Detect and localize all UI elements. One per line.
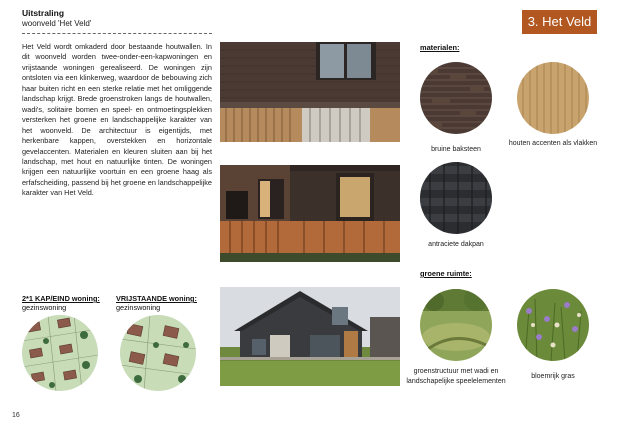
section-subheading: woonveld 'Het Veld' <box>22 19 92 28</box>
wood-caption: houten accenten als vlakken <box>508 140 598 147</box>
section-heading: Uitstraling <box>22 8 65 18</box>
wadi-caption: groenstructuur met wadi en landschapelijke speelelementen <box>406 368 506 385</box>
semi-detached-label: 2*1 KAP/EIND woning: <box>22 294 100 303</box>
facade-photo-brick-wood <box>220 42 400 142</box>
brown-brick-texture-icon <box>420 62 492 134</box>
anthracite-roof-tile-texture-icon <box>420 162 492 234</box>
green-space-label: groene ruimte: <box>420 269 472 278</box>
flowering-grass-caption: bloemrijk gras <box>531 373 575 380</box>
facade-photo-dusk <box>220 165 400 262</box>
page-title: 3. Het Veld <box>522 10 597 34</box>
description-paragraph: Het Veld wordt omkaderd door bestaande houtwallen. In dit woonveld worden twee-onder-een-kapwoningen en vrijstaande woningen gerealiseerd. De woningen zijn ontsloten via een klinkerweg, waardoor de bebouwing zich haar buiten richt en een sterke relatie met het omliggende landschap krijgt. Brede groenstroken langs de houtwallen, wadi's, solitaire bomen en speel- en ontmoetingsplekken versterken het groene en landschappelijke karakter van het woonveld. De architectuur is eigentijds, met herkenbare kappen, overstekken en horizontale gevelaccenten. Materialen en kleuren sluiten aan bij het landschap, met hout en natuurlijke tinten. De woningen krijgen een natuurlijke voortuin en een groene haag als erfafscheiding, passend bij het groene en landschappelijke karakter van Het Veld. <box>22 42 212 198</box>
semi-detached-site-plan-icon <box>22 315 98 391</box>
semi-detached-sub: gezinswoning <box>22 303 67 312</box>
roof-caption: antraciete dakpan <box>428 241 484 248</box>
detached-sub: gezinswoning <box>116 303 161 312</box>
brick-caption: bruine baksteen <box>431 146 481 153</box>
green-wadi-photo-icon <box>420 289 492 361</box>
materials-label: materialen: <box>420 43 460 52</box>
flowering-grass-photo-icon <box>517 289 589 361</box>
detached-house-photo <box>220 287 400 386</box>
dashed-divider <box>22 33 212 34</box>
detached-site-plan-icon <box>120 315 196 391</box>
wood-texture-icon <box>517 62 589 134</box>
detached-label: VRIJSTAANDE woning: <box>116 294 197 303</box>
page-number: 16 <box>12 412 20 419</box>
